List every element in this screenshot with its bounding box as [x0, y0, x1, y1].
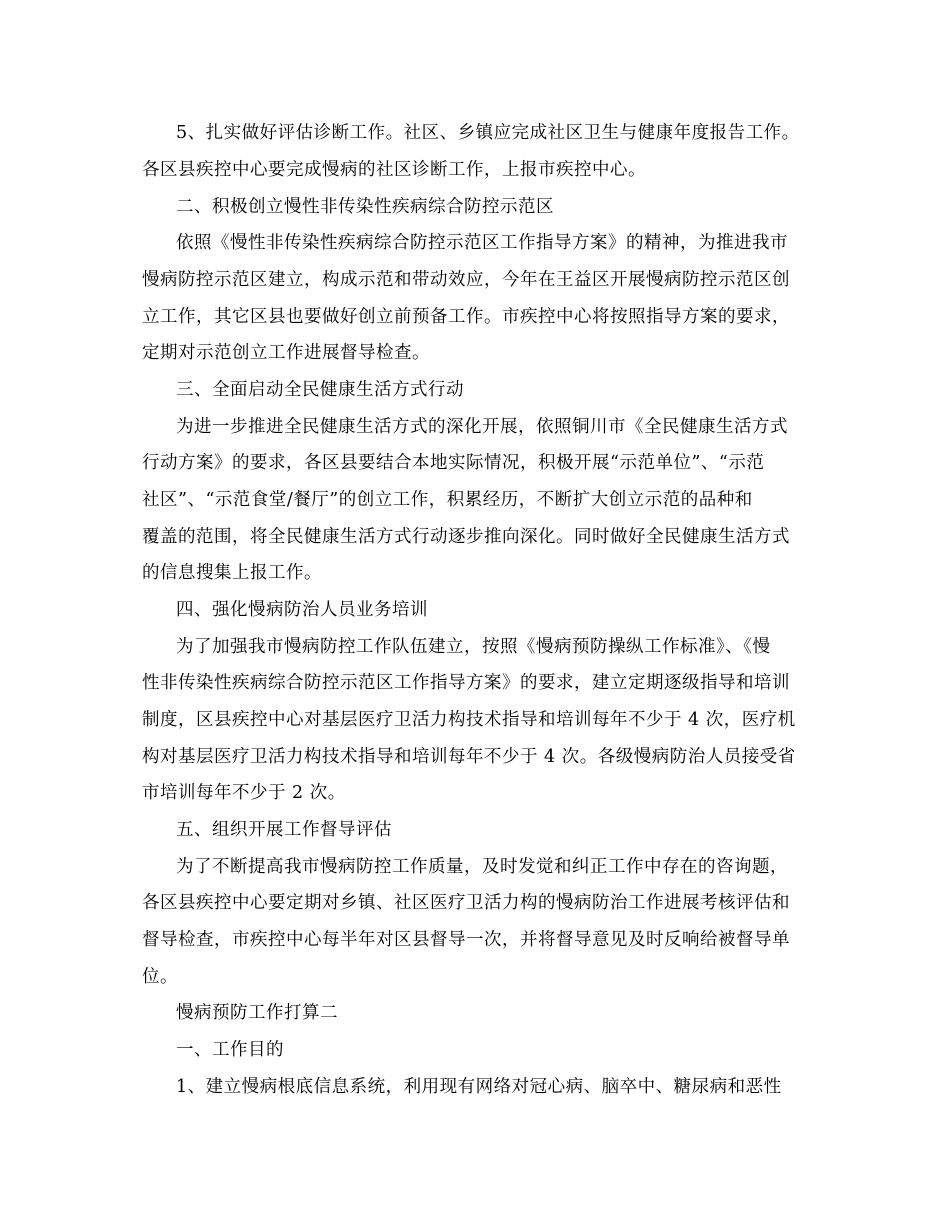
- paragraph-line: 各区县疾控中心要定期对乡镇、社区医疗卫活力构的慢病防治工作进展考核评估和: [142, 893, 790, 913]
- paragraph-line: 为进一步推进全民健康生活方式的深化开展，依照铜川市《全民健康生活方式: [176, 417, 788, 437]
- section-heading: 三、全面启动全民健康生活方式行动: [176, 380, 464, 400]
- paragraph-line: 依照《慢性非传染性疾病综合防控示范区工作指导方案》的精神，为推进我市: [176, 233, 788, 253]
- paragraph-line: 的信息搜集上报工作。: [142, 563, 322, 583]
- paragraph-line: 市培训每年不少于 2 次。: [142, 783, 346, 803]
- paragraph-line: 各区县疾控中心要完成慢病的社区诊断工作，上报市疾控中心。: [142, 160, 646, 180]
- paragraph-line: 督导检查，市疾控中心每半年对区县督导一次，并将督导意见及时反响给被督导单: [142, 930, 790, 950]
- paragraph-line: 社区”、“示范食堂/餐厅”的创立工作，积累经历，不断扩大创立示范的品种和: [142, 490, 753, 510]
- paragraph-line: 制度，区县疾控中心对基层医疗卫活力构技术指导和培训每年不少于 4 次，医疗机: [142, 710, 796, 730]
- paragraph-line: 定期对示范创立工作进展督导检查。: [142, 343, 430, 363]
- paragraph-line: 为了加强我市慢病防控工作队伍建立，按照《慢病预防操纵工作标准》、《慢: [176, 637, 771, 657]
- section-heading: 五、组织开展工作督导评估: [176, 820, 392, 840]
- section-heading: 慢病预防工作打算二: [176, 1003, 338, 1023]
- paragraph-line: 立工作，其它区县也要做好创立前预备工作。市疾控中心将按照指导方案的要求，: [142, 307, 790, 327]
- paragraph-line: 为了不断提高我市慢病防控工作质量，及时发觉和纠正工作中存在的咨询题，: [176, 857, 788, 877]
- section-heading: 一、工作目的: [176, 1040, 284, 1060]
- paragraph-line: 覆盖的范围，将全民健康生活方式行动逐步推向深化。同时做好全民健康生活方式: [142, 527, 790, 547]
- paragraph-line: 5、扎实做好评估诊断工作。社区、乡镇应完成社区卫生与健康年度报告工作。: [176, 123, 800, 143]
- paragraph-line: 性非传染性疾病综合防控示范区工作指导方案》的要求，建立定期逐级指导和培训: [142, 673, 790, 693]
- section-heading: 四、强化慢病防治人员业务培训: [176, 600, 428, 620]
- paragraph-line: 慢病防控示范区建立，构成示范和带动效应，今年在王益区开展慢病防控示范区创: [142, 270, 790, 290]
- section-heading: 二、积极创立慢性非传染性疾病综合防控示范区: [176, 197, 554, 217]
- paragraph-line: 构对基层医疗卫活力构技术指导和培训每年不少于 4 次。各级慢病防治人员接受省: [142, 747, 796, 767]
- paragraph-line: 1、建立慢病根底信息系统，利用现有网络对冠心病、脑卒中、糖尿病和恶性: [176, 1077, 782, 1097]
- paragraph-line: 行动方案》的要求，各区县要结合本地实际情况，积极开展“示范单位”、“示范: [142, 453, 765, 473]
- paragraph-line: 位。: [142, 967, 178, 987]
